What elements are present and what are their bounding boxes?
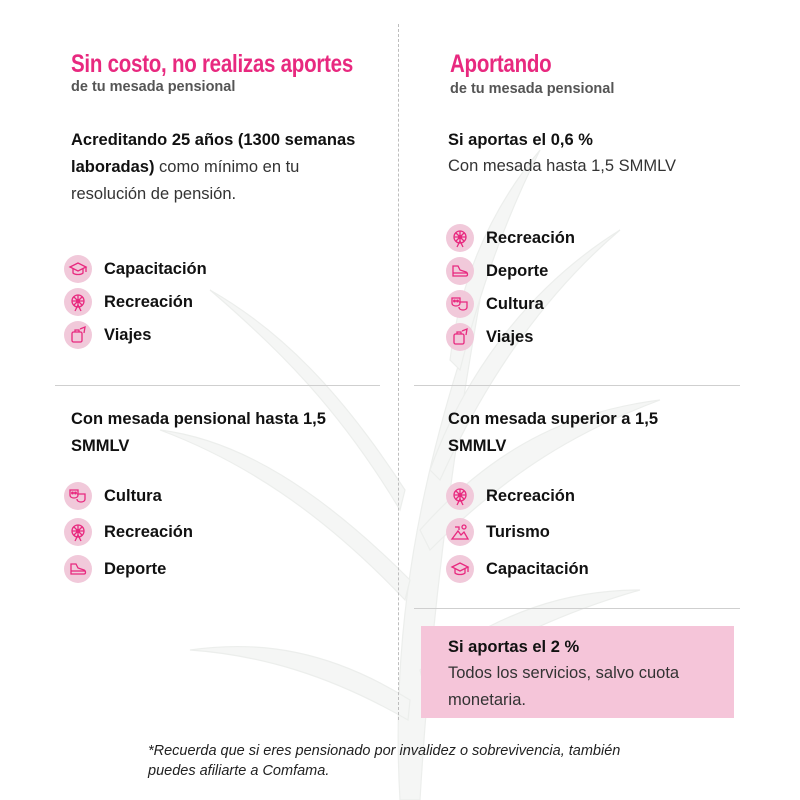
list-item bbox=[446, 223, 575, 253]
right-horizontal-divider bbox=[414, 385, 740, 386]
travel-icon bbox=[446, 323, 474, 351]
list-item-label: Recreación bbox=[104, 292, 193, 311]
list-item-label: Cultura bbox=[486, 294, 544, 313]
right-detail: Con mesada hasta 1,5 SMMLV bbox=[448, 157, 677, 175]
list-item bbox=[64, 287, 193, 317]
left-horizontal-divider bbox=[55, 385, 380, 386]
list-item bbox=[446, 481, 575, 511]
highlight-box bbox=[421, 626, 734, 718]
list-item-label: Capacitación bbox=[486, 559, 589, 578]
left-requirement-rest: como mínimo en tu resolución de pensión. bbox=[71, 158, 300, 203]
list-item-label: Turismo bbox=[486, 522, 550, 541]
left-requirement bbox=[71, 127, 371, 208]
travel-icon bbox=[64, 321, 92, 349]
graduation-cap-icon bbox=[446, 555, 474, 583]
highlight-text: Todos los servicios, salvo cuota monetaria. bbox=[448, 664, 680, 709]
list-item-label: Viajes bbox=[104, 325, 152, 344]
list-item-label: Recreación bbox=[104, 522, 193, 541]
theater-masks-icon bbox=[64, 482, 92, 510]
list-item bbox=[446, 256, 548, 286]
list-item bbox=[446, 517, 550, 547]
ferris-wheel-icon bbox=[64, 288, 92, 316]
list-item bbox=[64, 320, 151, 350]
highlight-heading: Si aportas el 2 % bbox=[448, 638, 580, 656]
sneaker-icon bbox=[64, 555, 92, 583]
list-item bbox=[64, 481, 162, 511]
list-item-label: Viajes bbox=[486, 327, 534, 346]
ferris-wheel-icon bbox=[64, 518, 92, 546]
theater-masks-icon bbox=[446, 290, 474, 318]
list-item bbox=[446, 554, 589, 584]
list-item bbox=[64, 554, 166, 584]
list-item-label: Deporte bbox=[104, 559, 167, 578]
list-item-label: Capacitación bbox=[104, 259, 207, 278]
vertical-divider bbox=[398, 24, 399, 720]
list-item-label: Recreación bbox=[486, 228, 575, 247]
right-lower-divider bbox=[414, 608, 740, 609]
left-subtitle: de tu mesada pensional bbox=[71, 79, 236, 95]
list-item-label: Cultura bbox=[104, 486, 162, 505]
list-item bbox=[64, 254, 207, 284]
list-item bbox=[446, 322, 533, 352]
list-item bbox=[446, 289, 544, 319]
ferris-wheel-icon bbox=[446, 224, 474, 252]
sneaker-icon bbox=[446, 257, 474, 285]
left-bottom-heading: Con mesada pensional hasta 1,5 SMMLV bbox=[71, 410, 326, 455]
graduation-cap-icon bbox=[64, 255, 92, 283]
right-subtitle: de tu mesada pensional bbox=[450, 81, 615, 97]
ferris-wheel-icon bbox=[446, 482, 474, 510]
left-title: Sin costo, no realizas aportes bbox=[71, 50, 353, 78]
tourism-icon bbox=[446, 518, 474, 546]
left-requirement-bold: Acreditando 25 años (1300 semanas laboradas) bbox=[71, 131, 356, 176]
list-item-label: Recreación bbox=[486, 486, 575, 505]
list-item bbox=[64, 517, 193, 547]
right-bottom-heading: Con mesada superior a 1,5 SMMLV bbox=[448, 410, 658, 455]
right-heading: Si aportas el 0,6 % bbox=[448, 131, 593, 149]
list-item-label: Deporte bbox=[486, 261, 549, 280]
right-title: Aportando bbox=[450, 50, 552, 78]
footnote: *Recuerda que si eres pensionado por invalidez o sobrevivencia, también puedes afiliarte a Comfama. bbox=[148, 743, 621, 779]
